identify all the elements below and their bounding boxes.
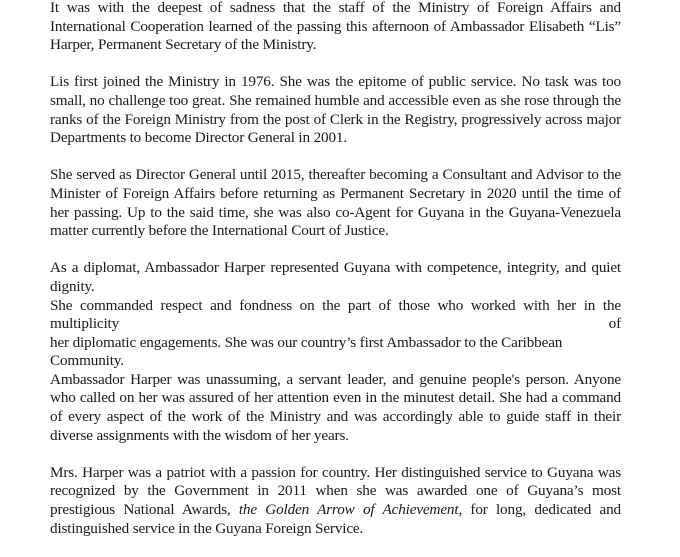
diplomat-line-3: her diplomatic engagements. She was our country’s first Ambassador to the Caribbean Community. — [50, 333, 563, 370]
diplomat-line-2: She commanded respect and fondness on the part of those who worked with her in the multiplicity of — [50, 296, 621, 333]
patriot-text-end: , for long, dedicated and distinguished service in the Guyana Foreign Service. — [50, 501, 621, 537]
award-name: the Golden Arrow of Achievement — [238, 501, 459, 519]
paragraph-patriot — [50, 464, 621, 538]
paragraph-early-career: Lis first joined the Ministry in 1976. She was the epitome of public service. No task was too small, no challenge too great. She remained humble and accessible even as she rose through the ranks of the Foreign Ministry from the post of Clerk in the Registry, progressively across major Departments to become Director General in 2001. — [50, 73, 621, 147]
patriot-text: Mrs. Harper was a patriot with a passion for country. Her distinguished service to Guyana was recognized by the Government in 2011 when she was awarded one of Guyana’s most prestigious National Awards, — [50, 463, 621, 519]
diplomat-line-1: As a diplomat, Ambassador Harper represented Guyana with competence, integrity, and quiet dignity. — [50, 259, 621, 295]
paragraph-announcement: It was with the deepest of sadness that the staff of the Ministry of Foreign Affairs and International Cooperation learned of the passing this afternoon of Ambassador Elisabeth “Lis” Harper, Permanent Secretary of the Ministry. — [50, 0, 621, 54]
paragraph-diplomat — [50, 259, 621, 445]
diplomat-rest: Ambassador Harper was unassuming, a servant leader, and genuine people's person. Anyone who called on her was assured of her attention even in the minutest detail. She had a command of every aspect of the work of the Ministry and was accordingly able to guide staff in their diverse assignments with the wisdom of her years. — [50, 370, 621, 444]
document-body — [50, 0, 621, 557]
paragraph-director-general: She served as Director General until 2015, thereafter becoming a Consultant and Advisor to the Minister of Foreign Affairs before returning as Permanent Secretary in 2020 until the time of her passing. Up to the said time, she was also co-Agent for Guyana in the Guyana-Venezuela matter currently before the International Court of Justice. — [50, 166, 621, 240]
